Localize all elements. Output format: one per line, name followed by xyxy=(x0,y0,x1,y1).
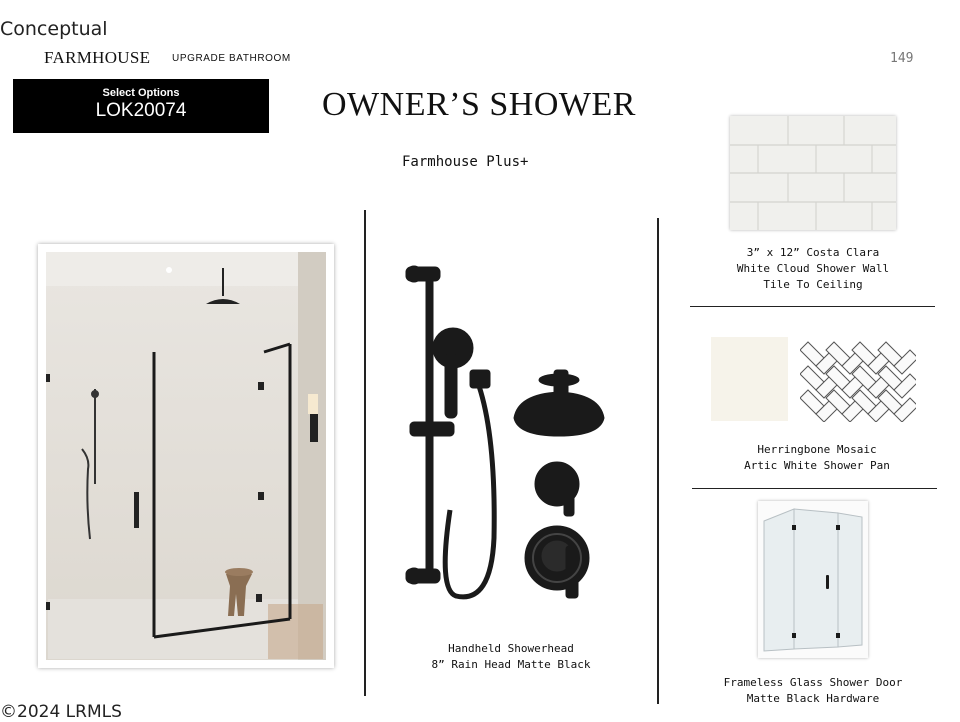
fixture-caption xyxy=(376,641,646,673)
mosaic-caption-line2: Artic White Shower Pan xyxy=(744,459,890,472)
options-code: LOK20074 xyxy=(95,100,187,121)
glass-door-image xyxy=(758,501,868,658)
tile-caption xyxy=(700,245,926,293)
herringbone-mosaic-image xyxy=(800,338,916,422)
page-number: 149 xyxy=(890,51,914,66)
tile-caption-line1: 3” x 12” Costa Clara xyxy=(746,246,880,259)
copyright-notice: ©2024 LRMLS xyxy=(0,702,122,722)
mosaic-caption xyxy=(704,442,930,474)
select-options-box xyxy=(13,79,269,133)
divider-mosaic xyxy=(692,488,937,489)
page-subtitle: Farmhouse Plus+ xyxy=(402,154,529,170)
style-name: FARMHOUSE xyxy=(44,48,151,67)
divider-right xyxy=(657,218,659,704)
category-label: UPGRADE BATHROOM xyxy=(172,53,291,64)
mosaic-caption-line1: Herringbone Mosaic xyxy=(757,443,877,456)
glass-door-caption-line1: Frameless Glass Shower Door xyxy=(723,676,903,689)
conceptual-watermark: Conceptual xyxy=(0,18,108,40)
fixture-image xyxy=(396,258,612,608)
fixture-caption-line2: 8” Rain Head Matte Black xyxy=(431,658,591,671)
shower-pan-swatch xyxy=(711,337,788,421)
glass-door-caption-line2: Matte Black Hardware xyxy=(746,692,880,705)
glass-door-caption xyxy=(700,675,926,707)
tile-caption-line2: White Cloud Shower Wall xyxy=(736,262,890,275)
select-options-label: Select Options xyxy=(102,87,180,99)
divider-left xyxy=(364,210,366,696)
divider-tile xyxy=(690,306,935,307)
tile-caption-line3: Tile To Ceiling xyxy=(763,278,863,291)
page-title: OWNER’S SHOWER xyxy=(322,86,636,123)
fixture-caption-line1: Handheld Showerhead xyxy=(448,642,574,655)
subway-tile-image xyxy=(730,116,896,230)
shower-photo xyxy=(38,244,334,668)
